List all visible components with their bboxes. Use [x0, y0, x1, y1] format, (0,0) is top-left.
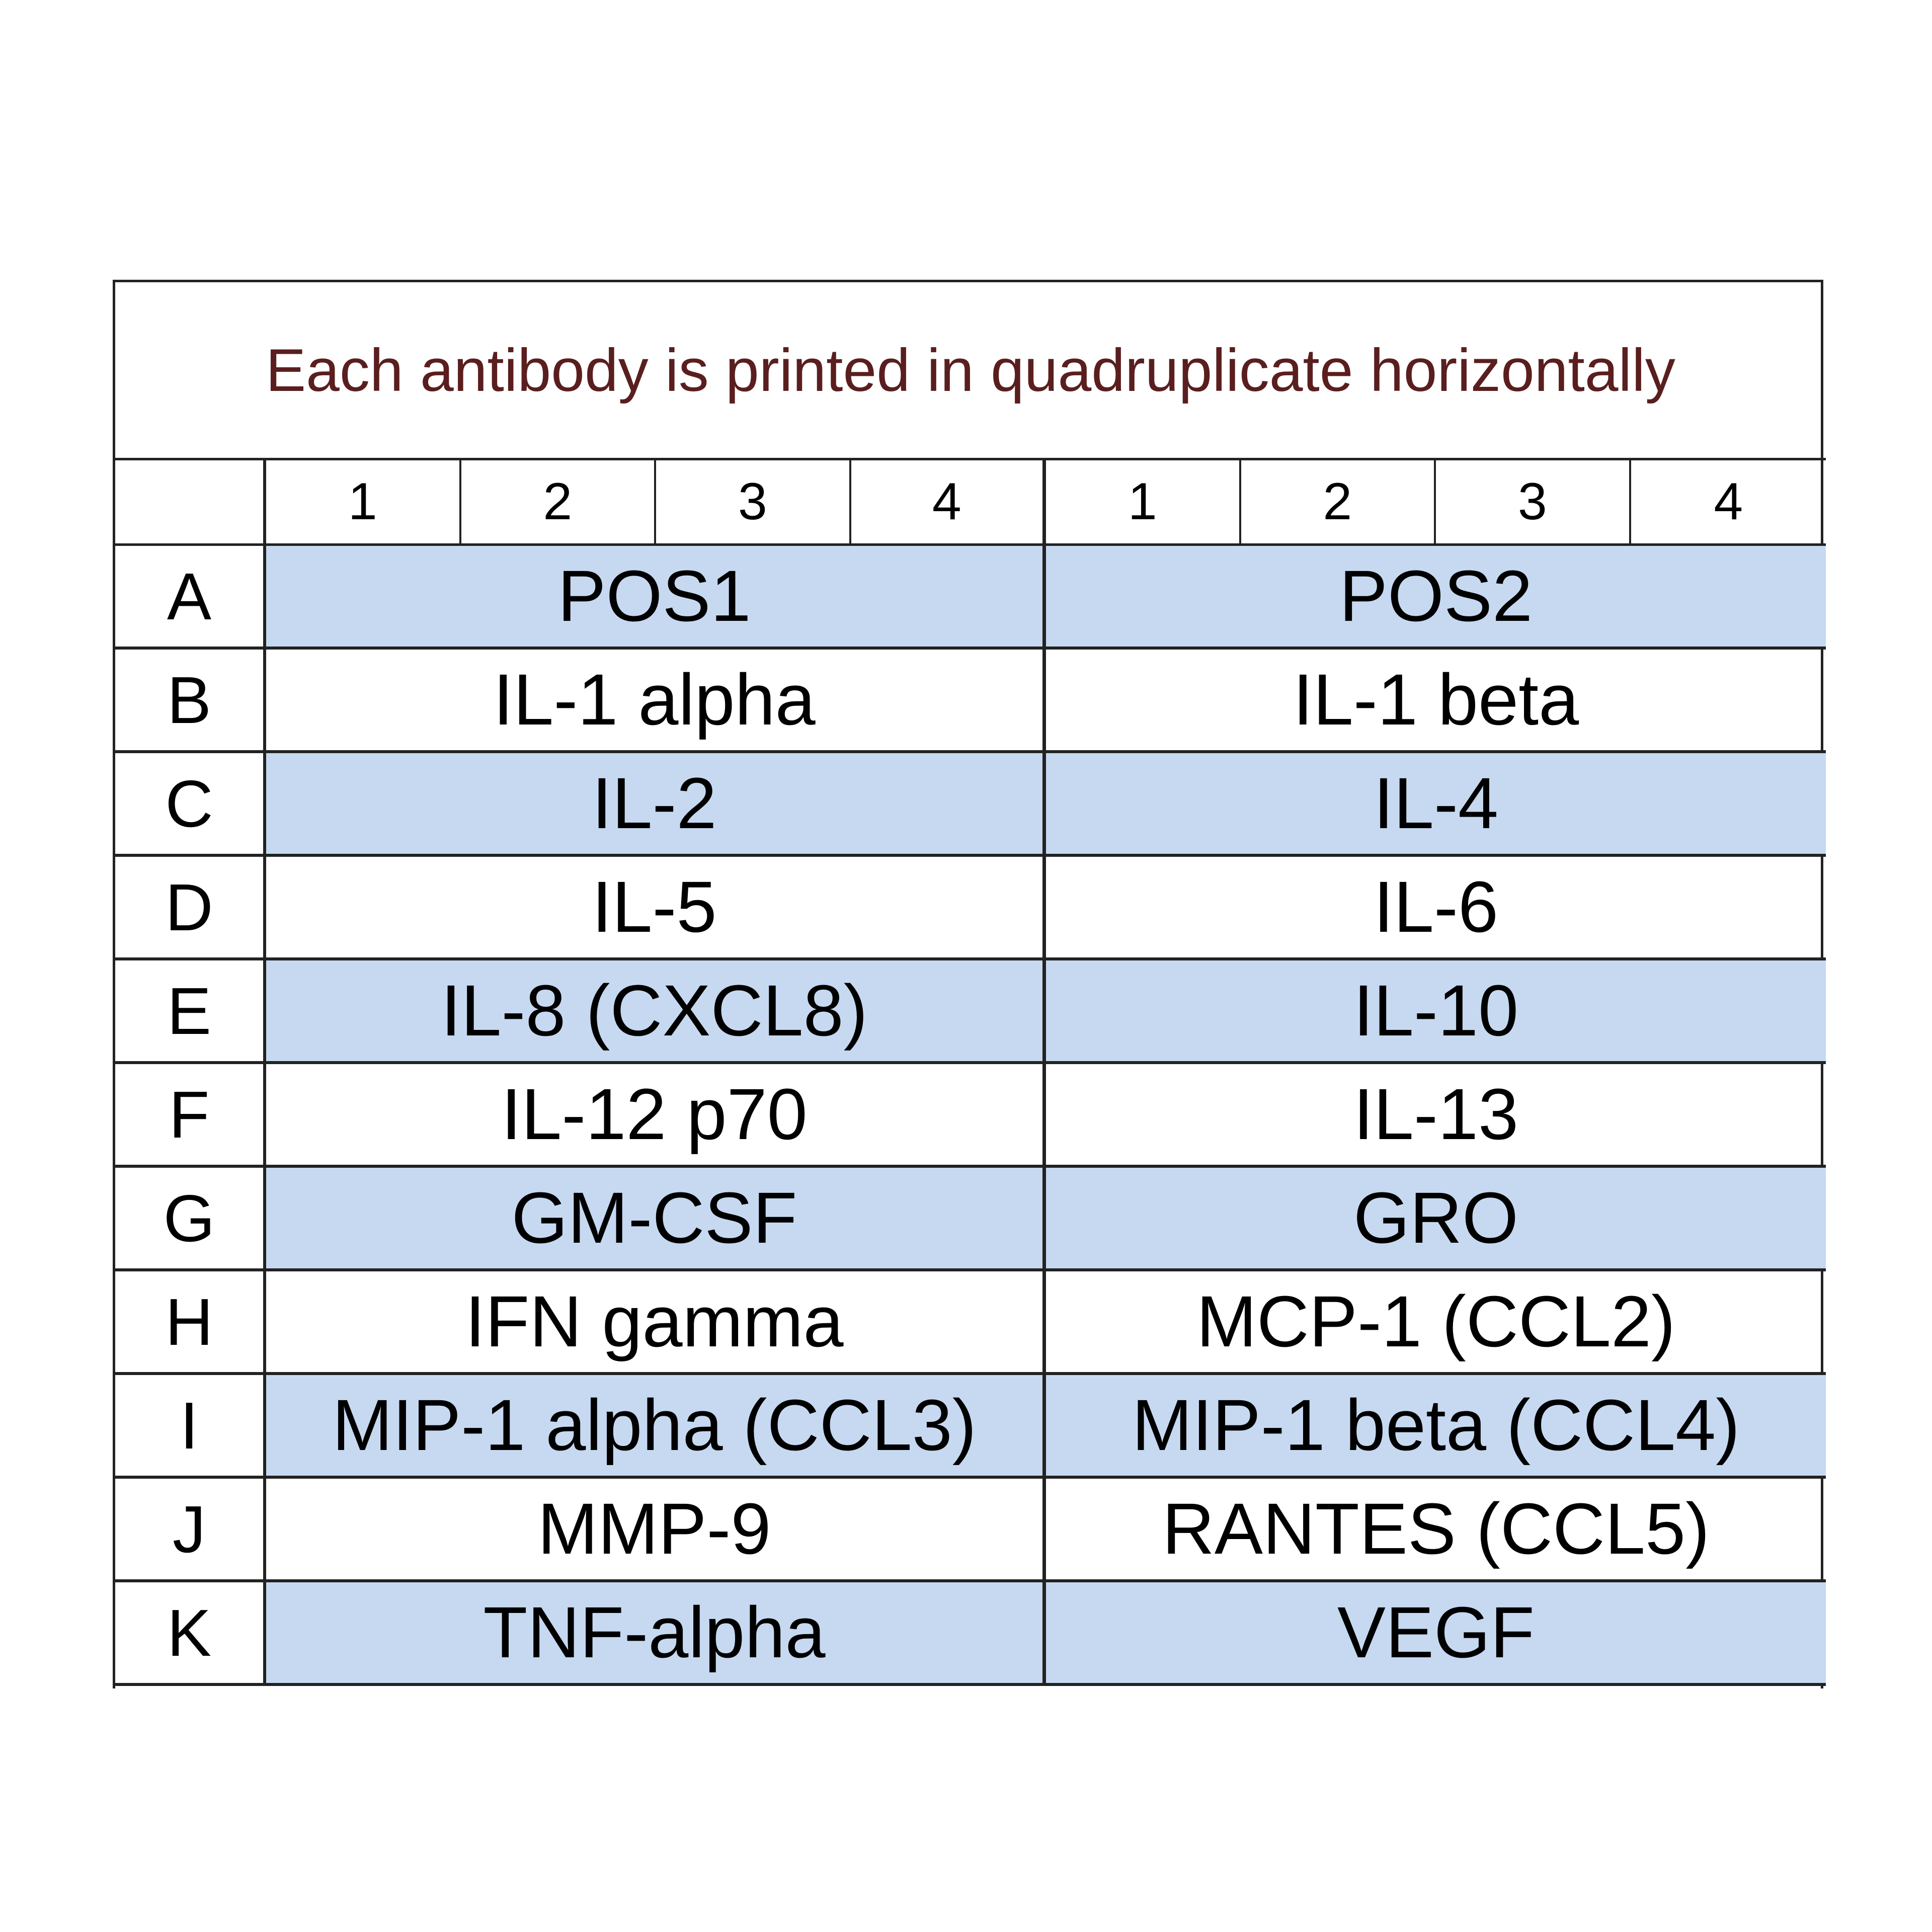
analyte-cell-right: MCP-1 (CCL2)	[1046, 1271, 1826, 1375]
row-label: D	[115, 857, 266, 960]
analyte-cell-left: IL-5	[266, 857, 1046, 960]
column-header-3: 3	[656, 460, 851, 546]
column-header-7: 3	[1436, 460, 1631, 546]
analyte-cell-right: VEGF	[1046, 1582, 1826, 1686]
row-label: E	[115, 960, 266, 1064]
analyte-cell-right: IL-4	[1046, 753, 1826, 857]
analyte-cell-left: GM-CSF	[266, 1168, 1046, 1271]
analyte-cell-right: IL-1 beta	[1046, 650, 1826, 753]
analyte-cell-right: IL-6	[1046, 857, 1826, 960]
row-label: B	[115, 650, 266, 753]
header-corner-cell	[115, 460, 266, 546]
analyte-cell-right: MIP-1 beta (CCL4)	[1046, 1375, 1826, 1479]
analyte-cell-right: POS2	[1046, 546, 1826, 650]
antibody-array-map-table	[113, 280, 1823, 1688]
column-header-5: 1	[1046, 460, 1241, 546]
analyte-cell-right: RANTES (CCL5)	[1046, 1479, 1826, 1582]
analyte-cell-left: IFN gamma	[266, 1271, 1046, 1375]
analyte-cell-right: GRO	[1046, 1168, 1826, 1271]
column-header-2: 2	[461, 460, 657, 546]
analyte-cell-right: IL-13	[1046, 1064, 1826, 1168]
column-header-4: 4	[851, 460, 1046, 546]
analyte-cell-right: IL-10	[1046, 960, 1826, 1064]
analyte-cell-left: IL-12 p70	[266, 1064, 1046, 1168]
row-label: I	[115, 1375, 266, 1479]
row-label: C	[115, 753, 266, 857]
row-label: K	[115, 1582, 266, 1686]
analyte-cell-left: IL-2	[266, 753, 1046, 857]
analyte-cell-left: POS1	[266, 546, 1046, 650]
table-title: Each antibody is printed in quadruplicate horizontally	[115, 282, 1826, 460]
analyte-cell-left: TNF-alpha	[266, 1582, 1046, 1686]
column-header-6: 2	[1241, 460, 1436, 546]
analyte-cell-left: MIP-1 alpha (CCL3)	[266, 1375, 1046, 1479]
row-label: A	[115, 546, 266, 650]
row-label: F	[115, 1064, 266, 1168]
analyte-cell-left: MMP-9	[266, 1479, 1046, 1582]
row-label: G	[115, 1168, 266, 1271]
column-header-1: 1	[266, 460, 461, 546]
analyte-cell-left: IL-8 (CXCL8)	[266, 960, 1046, 1064]
row-label: H	[115, 1271, 266, 1375]
row-label: J	[115, 1479, 266, 1582]
analyte-cell-left: IL-1 alpha	[266, 650, 1046, 753]
column-header-8: 4	[1631, 460, 1826, 546]
